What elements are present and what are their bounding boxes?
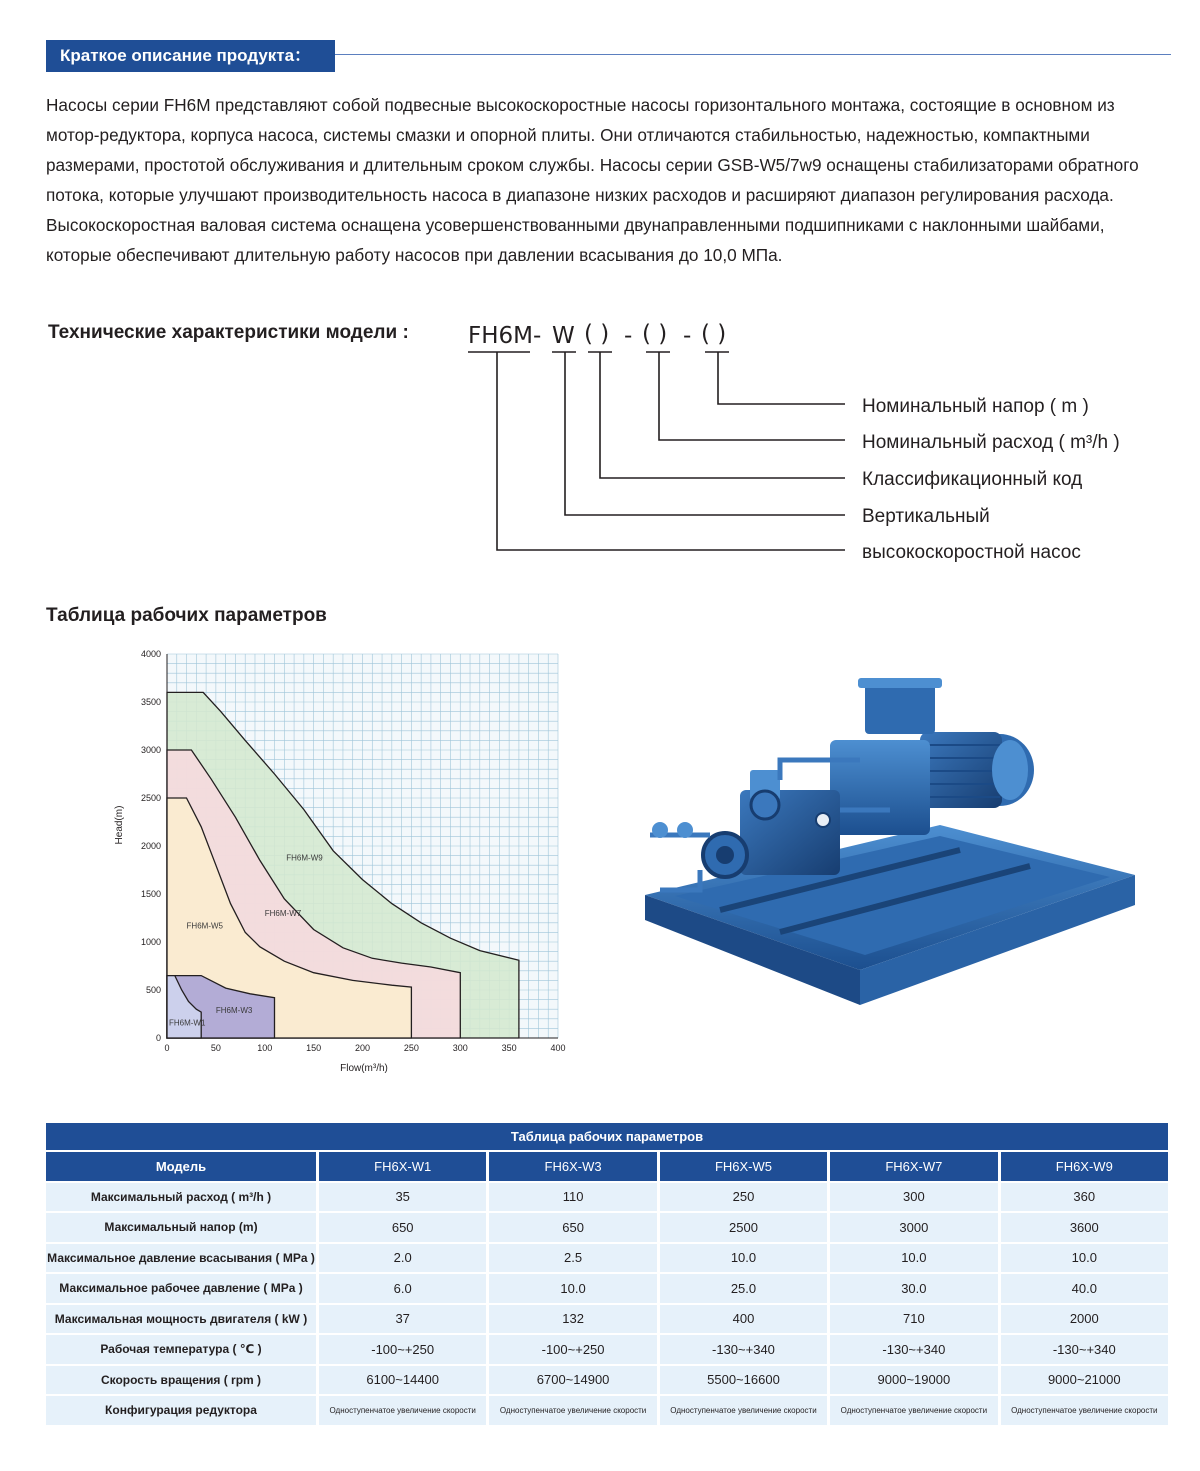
model-code-dash: - — [533, 323, 542, 349]
table-cell: 400 — [657, 1305, 827, 1334]
table-cell: 360 — [998, 1183, 1168, 1212]
table-cell: 110 — [486, 1183, 656, 1212]
table-cell: Одноступенчатое увеличение скорости — [998, 1396, 1168, 1425]
table-cell: -100~+250 — [486, 1335, 656, 1364]
chart-y-axis-label: Head(m) — [114, 805, 125, 845]
table-caption: Таблица рабочих параметров — [46, 1123, 1168, 1150]
chart-y-tick-label: 1000 — [140, 937, 161, 947]
table-cell: 6700~14900 — [486, 1366, 656, 1395]
chart-x-tick-label: 350 — [501, 1043, 517, 1053]
model-code-paren-class: ( ) — [584, 321, 610, 347]
legend-high-speed-pump: высокоскоростной насос — [862, 542, 1081, 563]
chart-y-tick-label: 3000 — [140, 745, 161, 755]
table-cell: 710 — [827, 1305, 997, 1334]
chart-series-label: FH6M-W9 — [286, 853, 323, 863]
table-cell: 250 — [657, 1183, 827, 1212]
table-row — [46, 1396, 1168, 1425]
table-header-model-1: FH6X-W1 — [316, 1152, 486, 1181]
spec-title: Технические характеристики модели : — [48, 322, 409, 343]
model-code-paren-head: ( ) — [701, 321, 727, 347]
table-row — [46, 1366, 1168, 1395]
table-cell: Одноступенчатое увеличение скорости — [486, 1396, 656, 1425]
table-row-label: Максимальный расход ( m³/h ) — [46, 1183, 316, 1212]
legend-rated-head: Номинальный напор ( m ) — [862, 396, 1089, 417]
chart-x-tick-label: 50 — [210, 1043, 221, 1053]
table-cell: 30.0 — [827, 1274, 997, 1303]
table-cell: 300 — [827, 1183, 997, 1212]
model-code-w: W — [552, 323, 575, 349]
chart-x-tick-label: 200 — [354, 1043, 371, 1053]
table-header-model-3: FH6X-W5 — [657, 1152, 827, 1181]
table-cell: 6.0 — [316, 1274, 486, 1303]
table-cell: 2.5 — [486, 1244, 656, 1273]
model-code-leader-lines — [0, 0, 1200, 600]
table-row — [46, 1183, 1168, 1212]
table-header-model-4: FH6X-W7 — [827, 1152, 997, 1181]
legend-rated-flow: Номинальный расход ( m³/h ) — [862, 432, 1120, 453]
chart-x-tick-label: 150 — [306, 1043, 322, 1053]
table-cell: -130~+340 — [998, 1335, 1168, 1364]
table-cell: Одноступенчатое увеличение скорости — [316, 1396, 486, 1425]
table-cell: 10.0 — [657, 1244, 827, 1273]
table-cell: 650 — [316, 1213, 486, 1242]
chart-y-tick-label: 1500 — [140, 889, 161, 899]
chart-y-tick-label: 2500 — [140, 793, 161, 803]
chart-y-tick-label: 0 — [155, 1033, 161, 1043]
table-row-label: Максимальный напор (m) — [46, 1213, 316, 1242]
chart-y-ticks — [141, 649, 161, 1043]
model-code-paren-flow: ( ) — [642, 321, 668, 347]
model-code-dash: - — [624, 323, 633, 349]
table-cell: 2500 — [657, 1213, 827, 1242]
table-row-label: Максимальное давление всасывания ( MPa ) — [46, 1244, 316, 1273]
table-cell: 3600 — [998, 1213, 1168, 1242]
chart-x-tick-label: 100 — [257, 1043, 273, 1053]
performance-chart — [100, 640, 580, 1080]
table-cell: 10.0 — [827, 1244, 997, 1273]
table-cell: 650 — [486, 1213, 656, 1242]
table-row — [46, 1274, 1168, 1303]
table-row-label: Максимальное рабочее давление ( MPa ) — [46, 1274, 316, 1303]
chart-x-ticks — [164, 1043, 565, 1053]
chart-x-tick-label: 400 — [550, 1043, 566, 1053]
legend-class-code: Классификационный код — [862, 469, 1083, 490]
model-code-dash: - — [683, 323, 692, 349]
table-row — [46, 1335, 1168, 1364]
chart-y-tick-label: 3500 — [140, 697, 161, 707]
chart-series-label: FH6M-W3 — [215, 1006, 253, 1016]
intro-paragraph: Насосы серии FH6M представляют собой подвесные высокоскоростные насосы горизонтального монтажа, состоящие в основном из мотор-редуктора, корпуса насоса, системы смазки и опорной плиты. Они отличаются стабильностью, надежностью, компактными размерами, простотой обслуживания и длительным сроком службы. Насосы серии GSB-W5/7w9 оснащены стабилизаторами обратного потока, которые улучшают производительность насоса в диапазоне низких расходов и расширяют диапазон регулирования расхода. Высокоскоростная валовая система оснащена усовершенствованными двунаправленными подшипниками с наклонными шайбами, которые обеспечивают длительную работу насосов при давлении всасывания до 10,0 МПа. — [46, 95, 1139, 265]
chart-y-tick-label: 500 — [145, 985, 161, 995]
table-header-model: Модель — [46, 1152, 316, 1181]
chart-series-label: FH6M-W5 — [186, 921, 224, 931]
table-cell: Одноступенчатое увеличение скорости — [827, 1396, 997, 1425]
table-cell: 5500~16600 — [657, 1366, 827, 1395]
table-header-model-5: FH6X-W9 — [998, 1152, 1168, 1181]
table-cell: 10.0 — [998, 1244, 1168, 1273]
chart-y-tick-label: 4000 — [140, 649, 161, 659]
table-cell: 9000~19000 — [827, 1366, 997, 1395]
chart-x-tick-label: 250 — [403, 1043, 419, 1053]
table-header-model-2: FH6X-W3 — [486, 1152, 656, 1181]
table-row — [46, 1244, 1168, 1273]
table-cell: -130~+340 — [827, 1335, 997, 1364]
table-cell: 132 — [486, 1305, 656, 1334]
chart-x-tick-label: 300 — [452, 1043, 468, 1053]
performance-title: Таблица рабочих параметров — [46, 605, 327, 626]
table-cell: 3000 — [827, 1213, 997, 1242]
legend-vertical: Вертикальный — [862, 506, 990, 527]
table-row-label: Рабочая температура ( ℃ ) — [46, 1335, 316, 1364]
table-cell: 6100~14400 — [316, 1366, 486, 1395]
table-cell: Одноступенчатое увеличение скорости — [657, 1396, 827, 1425]
chart-series-label: FH6M-W7 — [264, 909, 302, 919]
parameters-table — [46, 1121, 1168, 1427]
section-title: Краткое описание продукта： — [46, 40, 335, 72]
table-cell: -130~+340 — [657, 1335, 827, 1364]
table-cell: 9000~21000 — [998, 1366, 1168, 1395]
table-row-label: Скорость вращения ( rpm ) — [46, 1366, 316, 1395]
chart-y-tick-label: 2000 — [140, 841, 161, 851]
model-code-prefix: FH6M — [468, 323, 534, 349]
table-cell: 10.0 — [486, 1274, 656, 1303]
table-cell: 40.0 — [998, 1274, 1168, 1303]
table-cell: 25.0 — [657, 1274, 827, 1303]
table-cell: 35 — [316, 1183, 486, 1212]
table-cell: 2000 — [998, 1305, 1168, 1334]
chart-x-tick-label: 0 — [164, 1043, 170, 1053]
table-cell: 2.0 — [316, 1244, 486, 1273]
table-row — [46, 1305, 1168, 1334]
chart-x-axis-label: Flow(m³/h) — [340, 1063, 388, 1074]
pump-illustration — [630, 670, 1150, 1030]
chart-series-label: FH6M-W1 — [168, 1018, 206, 1028]
table-row — [46, 1213, 1168, 1242]
table-row-label: Конфигурация редуктора — [46, 1396, 316, 1425]
table-cell: 37 — [316, 1305, 486, 1334]
table-row-label: Максимальная мощность двигателя ( kW ) — [46, 1305, 316, 1334]
table-cell: -100~+250 — [316, 1335, 486, 1364]
